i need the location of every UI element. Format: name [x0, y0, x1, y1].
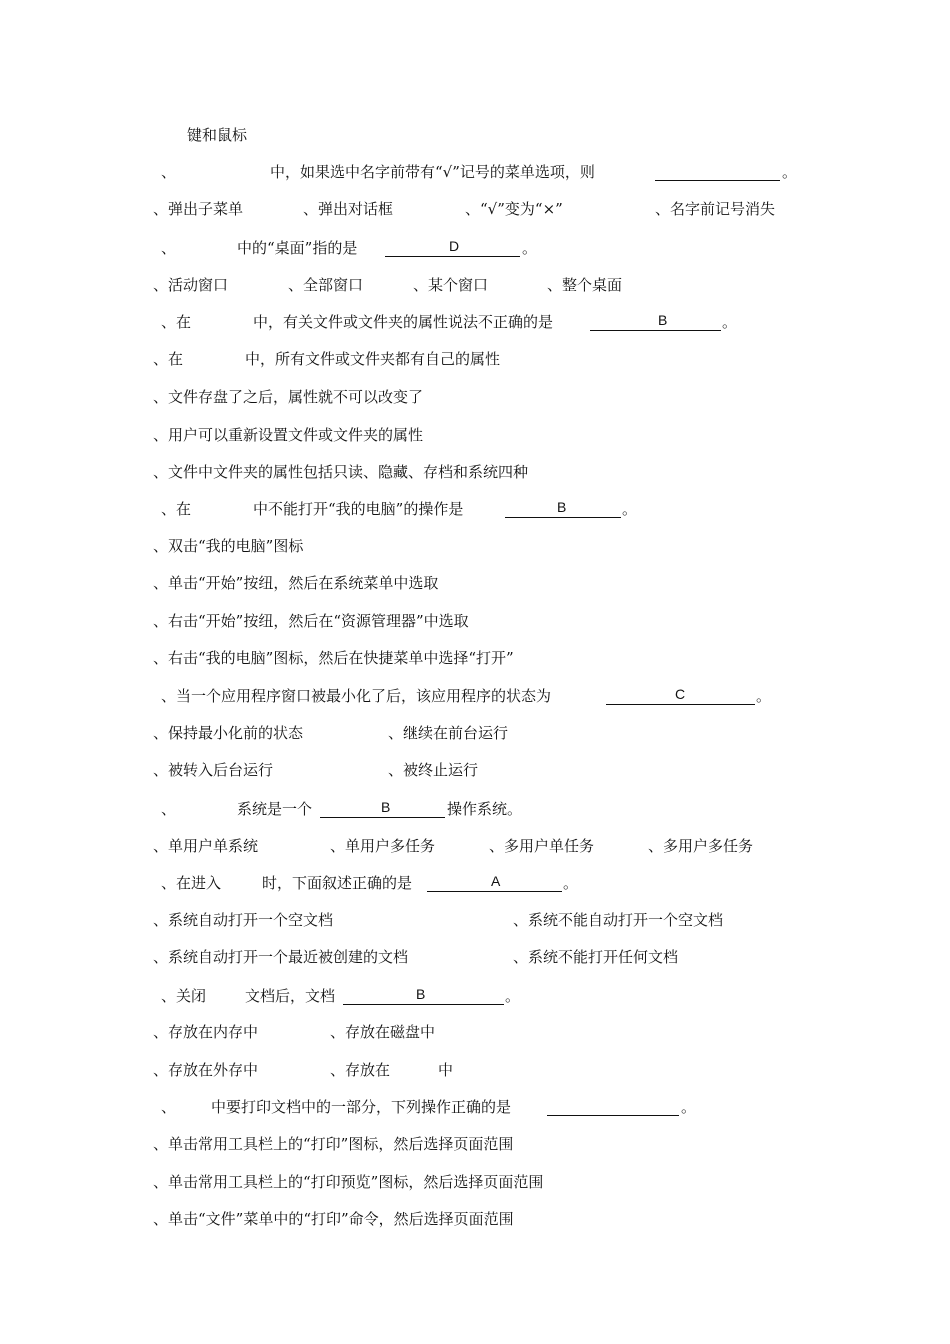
text-line	[0, 610, 950, 632]
text-segment: 。	[782, 163, 798, 181]
answer-blank	[606, 685, 755, 705]
text-segment: 、存放在磁盘中	[330, 1023, 436, 1041]
text-line	[0, 1171, 950, 1193]
text-segment: 、弹出对话框	[303, 200, 394, 218]
text-segment: 、文件存盘了之后，属性就不可以改变了	[153, 388, 424, 406]
text-line	[0, 685, 950, 707]
answer-blank	[505, 498, 621, 518]
text-segment: 、双击“我的电脑”图标	[153, 537, 304, 555]
text-segment: 、单击“文件”菜单中的“打印”命令，然后选择页面范围	[153, 1210, 514, 1228]
text-segment: 、活动窗口	[153, 276, 229, 294]
text-line	[0, 722, 950, 744]
text-segment: 。	[563, 874, 579, 892]
answer-letter: D	[449, 238, 460, 254]
text-segment: 、在	[161, 313, 192, 331]
text-segment: 。	[622, 500, 638, 518]
text-line	[0, 647, 950, 669]
answer-letter: B	[557, 499, 567, 515]
text-segment: 时，下面叙述正确的是	[262, 874, 413, 892]
text-segment: 系统是一个	[237, 800, 313, 818]
text-segment: 、单击“开始”按纽，然后在系统菜单中选取	[153, 574, 439, 592]
text-segment: 、用户可以重新设置文件或文件夹的属性	[153, 426, 424, 444]
text-segment: 、系统不能自动打开一个空文档	[513, 911, 724, 929]
text-line	[0, 274, 950, 296]
text-segment: 、	[161, 163, 177, 181]
text-segment: 。	[681, 1098, 697, 1116]
text-segment: 、多用户多任务	[648, 837, 754, 855]
text-line	[0, 1096, 950, 1118]
text-segment: 、多用户单任务	[489, 837, 595, 855]
text-segment: 、单击常用工具栏上的“打印预览”图标，然后选择页面范围	[153, 1173, 544, 1191]
text-segment: 、系统不能打开任何文档	[513, 948, 679, 966]
answer-blank	[343, 985, 504, 1005]
text-line	[0, 872, 950, 894]
text-segment: 、当一个应用程序窗口被最小化了后，该应用程序的状态为	[161, 687, 552, 705]
text-segment: 、存放在内存中	[153, 1023, 259, 1041]
text-segment: 、系统自动打开一个最近被创建的文档	[153, 948, 409, 966]
text-segment: 、	[161, 800, 177, 818]
text-segment: 、全部窗口	[288, 276, 364, 294]
text-segment: 。	[505, 987, 521, 1005]
text-segment: 、某个窗口	[413, 276, 489, 294]
text-line	[0, 985, 950, 1007]
text-segment: 、被终止运行	[388, 761, 479, 779]
text-segment: 、被转入后台运行	[153, 761, 274, 779]
text-segment: 、整个桌面	[547, 276, 623, 294]
text-segment: 、关闭	[161, 987, 207, 1005]
text-line	[0, 461, 950, 483]
answer-blank	[547, 1096, 679, 1116]
text-segment: 、名字前记号消失	[655, 200, 776, 218]
text-segment: 、单用户单系统	[153, 837, 259, 855]
text-line	[0, 535, 950, 557]
answer-blank	[655, 161, 780, 181]
text-segment: 、在	[161, 500, 192, 518]
text-segment: 、在进入	[161, 874, 222, 892]
text-segment: 中，如果选中名字前带有“√”记号的菜单选项，则	[270, 163, 595, 181]
text-line	[0, 498, 950, 520]
text-segment: 、“√”变为“×”	[465, 200, 563, 218]
answer-letter: B	[416, 986, 426, 1002]
text-line	[0, 424, 950, 446]
answer-blank	[590, 311, 721, 331]
text-line	[0, 1021, 950, 1043]
text-segment: 、文件中文件夹的属性包括只读、隐藏、存档和系统四种	[153, 463, 529, 481]
text-segment: 。	[756, 687, 772, 705]
answer-letter: B	[658, 312, 668, 328]
answer-letter: A	[491, 873, 501, 889]
text-segment: 、	[161, 239, 177, 257]
text-segment: 、右击“开始”按纽，然后在“资源管理器”中选取	[153, 612, 469, 630]
text-segment: 、存放在	[330, 1061, 391, 1079]
text-segment: 、存放在外存中	[153, 1061, 259, 1079]
answer-blank	[320, 798, 445, 818]
text-line	[0, 311, 950, 333]
text-segment: 、弹出子菜单	[153, 200, 244, 218]
text-segment: 。	[522, 239, 538, 257]
text-segment: 、在	[153, 350, 184, 368]
text-segment: 操作系统。	[447, 800, 523, 818]
answer-letter: B	[381, 799, 391, 815]
text-line	[0, 237, 950, 259]
text-line	[0, 572, 950, 594]
text-segment: 。	[722, 313, 738, 331]
text-line	[0, 161, 950, 183]
text-segment: 、单用户多任务	[330, 837, 436, 855]
text-segment: 文档后，文档	[245, 987, 336, 1005]
text-segment: 中，有关文件或文件夹的属性说法不正确的是	[253, 313, 554, 331]
text-line	[0, 835, 950, 857]
text-line	[0, 909, 950, 931]
text-segment: 中要打印文档中的一部分，下列操作正确的是	[211, 1098, 512, 1116]
text-line	[0, 1208, 950, 1230]
text-line	[0, 1059, 950, 1081]
text-segment: 中	[438, 1061, 454, 1079]
text-line	[0, 198, 950, 220]
text-segment: 中，所有文件或文件夹都有自己的属性	[245, 350, 501, 368]
text-line	[0, 946, 950, 968]
answer-blank	[427, 872, 562, 892]
text-segment: 中的“桌面”指的是	[237, 239, 358, 257]
answer-letter: C	[675, 686, 686, 702]
text-line	[0, 798, 950, 820]
text-segment: 、单击常用工具栏上的“打印”图标，然后选择页面范围	[153, 1135, 514, 1153]
text-segment: 、	[161, 1098, 177, 1116]
text-segment: 、右击“我的电脑”图标，然后在快捷菜单中选择“打开”	[153, 649, 514, 667]
text-segment: 键和鼠标	[187, 126, 248, 144]
text-segment: 、系统自动打开一个空文档	[153, 911, 334, 929]
text-line	[0, 348, 950, 370]
text-line	[0, 1133, 950, 1155]
text-line	[0, 124, 950, 146]
text-line	[0, 386, 950, 408]
text-segment: 中不能打开“我的电脑”的操作是	[253, 500, 464, 518]
text-line	[0, 759, 950, 781]
answer-blank	[385, 237, 520, 257]
text-segment: 、保持最小化前的状态	[153, 724, 304, 742]
text-segment: 、继续在前台运行	[388, 724, 509, 742]
